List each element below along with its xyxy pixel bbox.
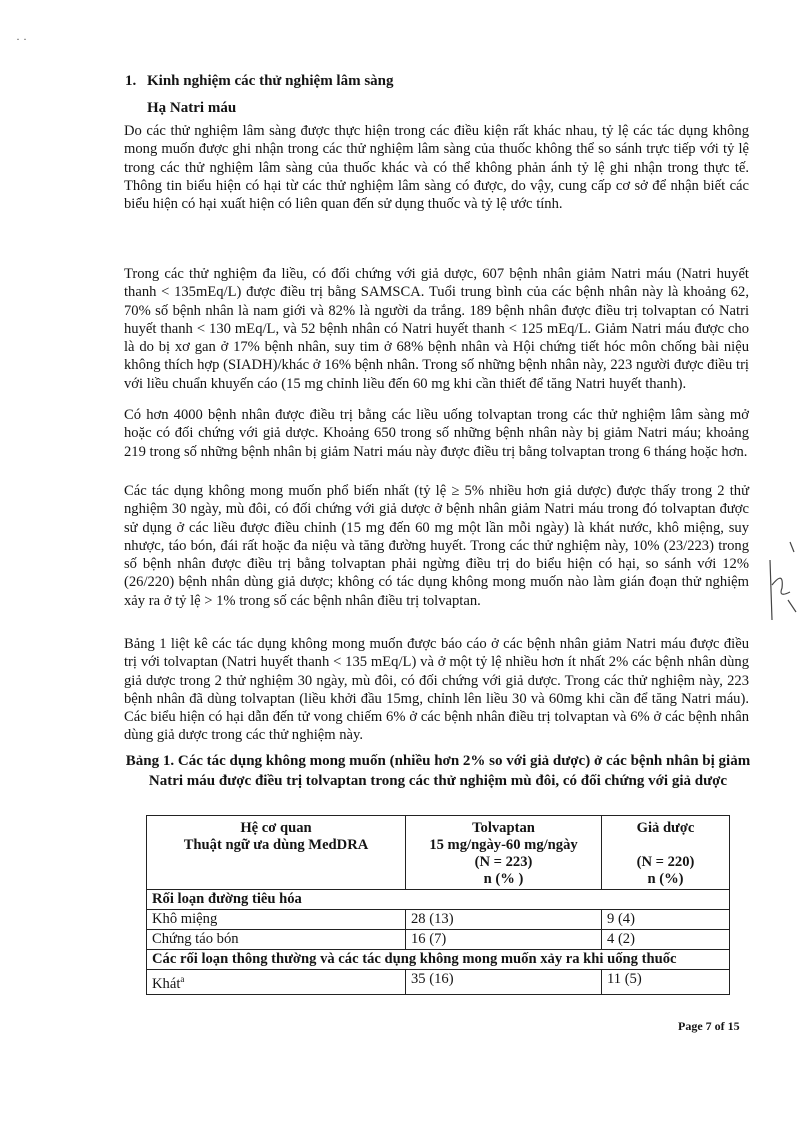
paragraph-patients: Trong các thử nghiệm đa liều, có đối chứng với giả dược, 607 bệnh nhân giảm Natri máu (Natri huyết thanh < 135mEq/L) được điều trị bằng SAMSCA. Tuổi trung bình của các bệnh nhân này là khoảng 62, 70% số bệnh nhân là nam giới và 82% là người da trắng. 189 bệnh nhân được điều trị tolvaptan có Natri huyết thanh < 130 mEq/L, và 52 bệnh nhân có Natri huyết thanh < 125 mEq/L. Giảm Natri máu được cho là do bị xơ gan ở 17% bệnh nhân, suy tim ở 68% bệnh nhân và Hội chứng tiết hóc môn chống bài niệu không thích hợp (SIADH)/khác ở 16% bệnh nhân. Trong số những bệnh nhân này, 223 người được điều trị với liều chuẩn khuyến cáo (15 mg chỉnh liều đến 60 mg khi cần thiết để tăng Natri huyết thanh).: [124, 266, 749, 392]
paragraph-common-effects: Các tác dụng không mong muốn phổ biến nhất (tỷ lệ ≥ 5% nhiều hơn giả dược) được thấy trong 2 thử nghiệm 30 ngày, mù đôi, có đối chứng với giả dược ở bệnh nhân giảm Natri máu trong đó tolvaptan được sử dụng ở các liều được điều chỉnh (15 mg đến 60 mg một lần mỗi ngày) là khát nước, khô miệng, suy nhược, táo bón, đái rất hoặc đa niệu và tăng đường huyết. Trong các thử nghiệm này, 10% (23/223) trong số bệnh nhân được điều trị bằng tolvaptan phải ngừng điều trị do biểu hiện có hại, so sánh với 12% (26/220) bệnh nhân dùng giả dược; không có tác dụng không mong muốn nào làm gián đoạn thử nghiệm xảy ra ở tỷ lệ > 1% trong số các bệnh nhân điều trị tolvaptan.: [124, 483, 749, 609]
paragraph-exposure: Có hơn 4000 bệnh nhân được điều trị bằng các liều uống tolvaptan trong các thử nghiệm lâm sàng mở hoặc có đối chứng với giả dược. Khoảng 650 trong số những bệnh nhân này bị giảm Natri máu; khoảng 219 trong số những bệnh nhân bị giảm Natri máu này được điều trị bằng tolvaptan trong 6 tháng hoặc hơn.: [124, 407, 749, 460]
table-row: Khát$^a$ 35 (16) 11 (5): [147, 970, 730, 995]
table-row: Khô miệng 28 (13) 9 (4): [147, 910, 730, 930]
handwritten-margin-mark: [764, 540, 798, 630]
table-row: Chứng táo bón 16 (7) 4 (2): [147, 930, 730, 950]
footnote-marker: a: [180, 974, 185, 984]
table-header-row: [147, 816, 730, 890]
paragraph-table-intro: Bảng 1 liệt kê các tác dụng không mong muốn được báo cáo ở các bệnh nhân giảm Natri máu được điều trị với tolvaptan (Natri huyết thanh < 135 mEq/L) và ở một tỷ lệ nhiều hơn ít nhất 2% các bệnh nhân dùng giả dược trong 2 thử nghiệm 30 ngày, mù đôi, có đối chứng với giả dược. Trong các thử nghiệm này, 223 bệnh nhân đã dùng tolvaptan (liều khởi đầu 15mg, chỉnh lên liều 30 và 60mg khi cần để tăng Natri máu). Các biểu hiện có hại dẫn đến tử vong chiếm 6% ở các bệnh nhân điều trị tolvaptan và 6% ở các bệnh nhân dùng giả dược trong các thử nghiệm này.: [124, 636, 749, 744]
table-caption: Bảng 1. Các tác dụng không mong muốn (nhiều hơn 2% so với giả dược) ở các bệnh nhân bị giảm Natri máu được điều trị tolvaptan trong các thử nghiệm mù đôi, có đối chứng với giả dược: [125, 753, 751, 789]
table-section-row: Các rối loạn thông thường và các tác dụng không mong muốn xảy ra khi uống thuốc: [147, 950, 730, 970]
section-number: 1.: [125, 73, 137, 89]
header-placebo: Giả dược (N = 220) n (%): [602, 816, 730, 890]
header-tolvaptan: Tolvaptan 15 mg/ngày-60 mg/ngày (N = 223) n (% ): [406, 816, 602, 890]
adverse-effects-table: [146, 815, 730, 995]
header-organ-class: Hệ cơ quan Thuật ngữ ưa dùng MedDRA: [147, 816, 406, 890]
subsection-heading: Hạ Natri máu: [147, 100, 237, 116]
page-number: Page 7 of 15: [678, 1019, 740, 1033]
margin-mark: · ·: [16, 32, 27, 46]
paragraph-intro: Do các thử nghiệm lâm sàng được thực hiện trong các điều kiện rất khác nhau, tỷ lệ các tác dụng không mong muốn được ghi nhận trong các thử nghiệm lâm sàng của thuốc không thể so sánh trực tiếp với tỷ lệ trong các thử nghiệm lâm sàng của thuốc khác và có thể không phản ánh tỷ lệ ghi nhận trong thực tế. Thông tin biểu hiện có hại từ các thử nghiệm lâm sàng có được, do vậy, cung cấp cơ sở để nhận biết các biểu hiện có hại xuất hiện có liên quan đến sử dụng thuốc và tỷ lệ ước tính.: [124, 123, 749, 213]
table-section-row: Rối loạn đường tiêu hóa: [147, 890, 730, 910]
section-title: Kinh nghiệm các thử nghiệm lâm sàng: [147, 73, 394, 89]
section-heading: [125, 72, 394, 90]
